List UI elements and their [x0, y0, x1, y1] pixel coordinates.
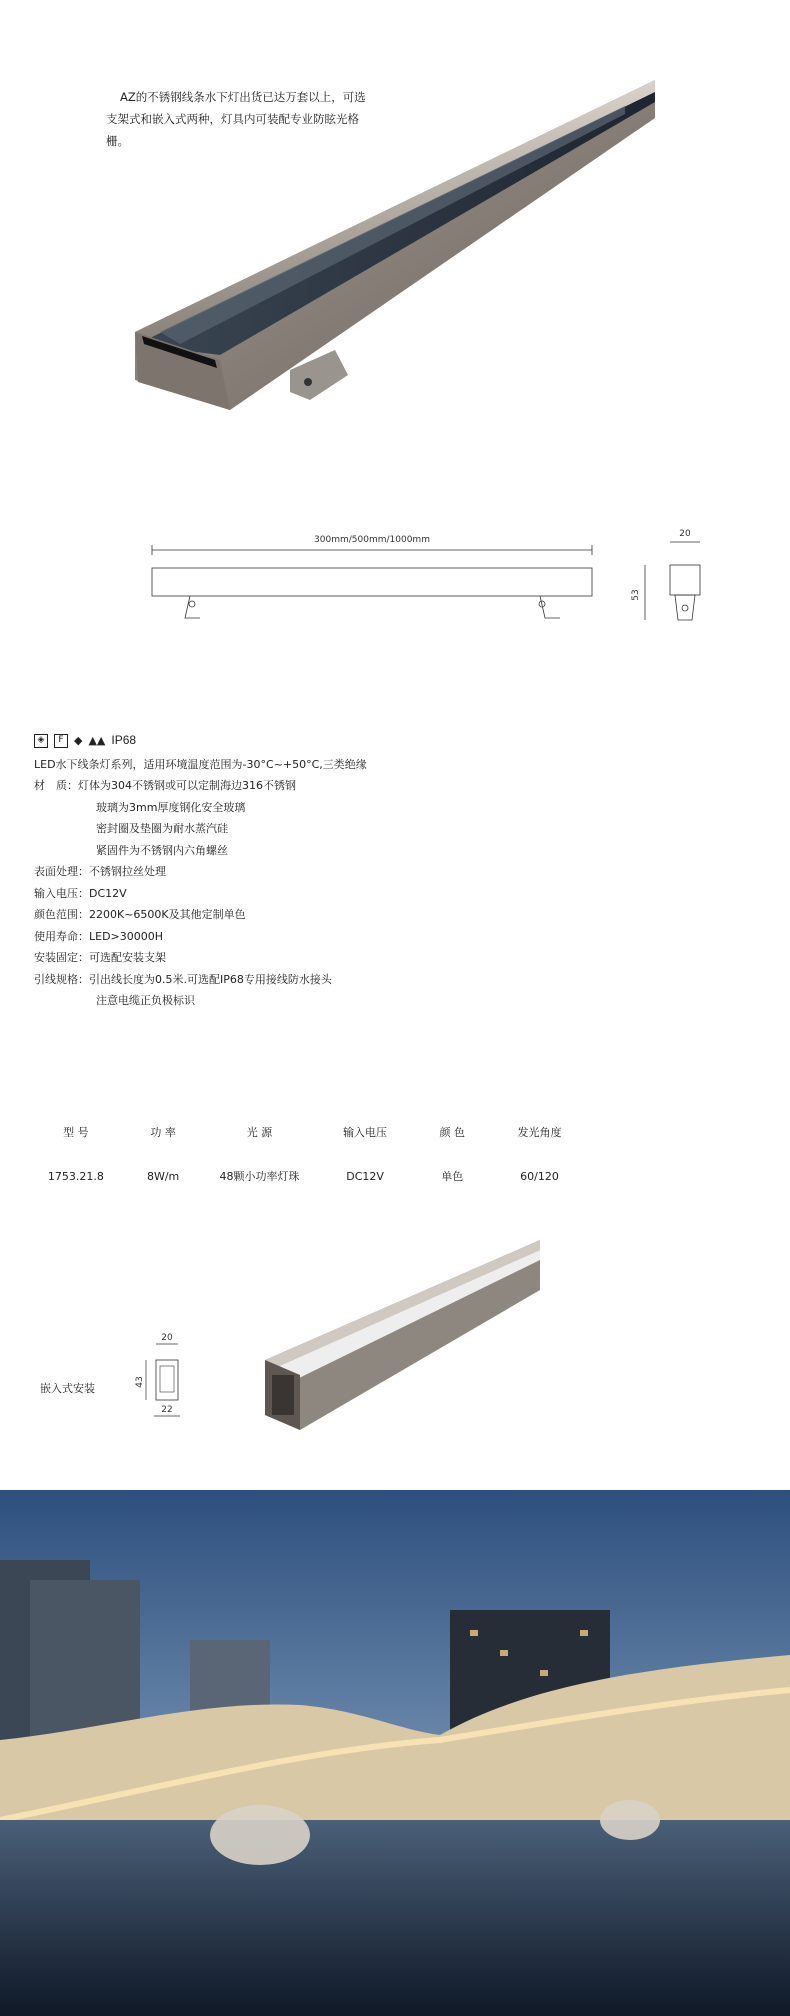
- spec-row: 密封圈及垫圈为耐水蒸汽硅: [96, 822, 228, 835]
- table-header: 颜 色: [439, 1126, 466, 1139]
- ip-rating: IP68: [111, 733, 137, 747]
- spec-row: 使用寿命： LED>30000H: [34, 929, 164, 943]
- table-header: 功 率: [150, 1126, 176, 1139]
- recessed-profile-image: [260, 1240, 550, 1435]
- spec-row: 玻璃为3mm厚度钢化安全玻璃: [96, 800, 246, 814]
- table-cell: 8W/m: [146, 1169, 180, 1183]
- table-cell: 60/120: [520, 1169, 559, 1183]
- spec-row: 材 质： 灯体为304不锈钢或可以定制海边316不锈钢: [34, 779, 296, 792]
- table-header-row: [30, 1110, 590, 1154]
- table-header: 型 号: [63, 1126, 89, 1139]
- profile-top-dim: 20: [161, 1333, 173, 1343]
- table-header: 光 源: [246, 1126, 273, 1139]
- install-label: 嵌入式安装: [40, 1382, 95, 1395]
- profile-drawing: [135, 1330, 194, 1430]
- class3-insulation-icon: ◈: [34, 734, 48, 748]
- warning-triangle-icon: ▲▲: [88, 734, 106, 747]
- height-dimension-label: 53: [631, 589, 641, 601]
- spec-row: 输入电压： DC12V: [34, 886, 127, 900]
- profile-side-dim: 43: [135, 1376, 145, 1388]
- table-row: [30, 1154, 590, 1198]
- spec-row: 颜色范围： 2200K~6500K及其他定制单色: [34, 908, 246, 921]
- product-hero-image: [120, 70, 680, 430]
- spec-row: 引线规格： 引出线长度为0.5米.可选配IP68专用接线防水接头: [34, 972, 332, 986]
- profile-bottom-dim: 22: [161, 1405, 173, 1415]
- dimension-drawing: [140, 520, 740, 640]
- landscape-photo: [0, 1490, 790, 2016]
- spec-row: 表面处理： 不锈钢拉丝处理: [34, 865, 166, 878]
- table-cell: DC12V: [346, 1169, 384, 1183]
- intro-text: AZ的不锈钢线条水下灯出货已达万套以上，可选支架式和嵌入式两种，灯具内可装配专业防眩光格栅。: [106, 90, 366, 148]
- spec-section: [34, 730, 634, 1012]
- table-header: 输入电压: [343, 1126, 388, 1139]
- spec-row: 紧固件为不锈钢内六角螺丝: [96, 843, 228, 857]
- spec-row: LED水下线条灯系列，适用环境温度范围为-30°C~+50°C,三类绝缘: [34, 757, 367, 771]
- table-header: 发光角度: [517, 1126, 562, 1139]
- spec-row: 注意电缆正负极标识: [96, 994, 195, 1007]
- length-dimension-label: 300mm/500mm/1000mm: [314, 535, 430, 545]
- spec-row: 安装固定： 可选配安装支架: [34, 951, 166, 964]
- table-cell: 1753.21.8: [47, 1169, 104, 1183]
- width-dimension-label: 20: [679, 529, 691, 539]
- table-cell: 单色: [441, 1170, 464, 1183]
- certification-icons: [34, 730, 634, 752]
- product-table: [30, 1110, 590, 1198]
- f-mark-icon: F: [54, 734, 68, 748]
- diamond-icon: ◆: [74, 734, 83, 747]
- table-cell: 48颗小功率灯珠: [219, 1170, 300, 1183]
